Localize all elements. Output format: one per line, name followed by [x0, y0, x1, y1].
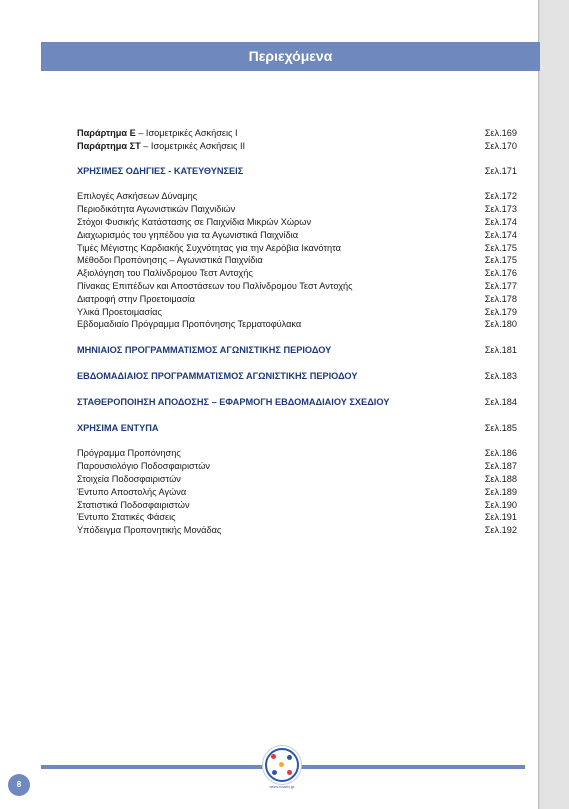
toc-entry-label: Στόχοι Φυσικής Κατάστασης σε Παιχνίδια Μικρών Χώρων [77, 216, 312, 227]
toc-page-ref: Σελ.183 [484, 370, 517, 381]
club-logo [262, 745, 302, 785]
toc-page-ref: Σελ.190 [484, 499, 517, 510]
toc-entry [77, 460, 517, 473]
toc-page-ref: Σελ.175 [484, 242, 517, 253]
toc-section-stabilization [77, 396, 517, 409]
toc-page-ref: Σελ.187 [484, 461, 517, 472]
toc-page-ref: Σελ.170 [484, 140, 517, 151]
toc-entry-label: Στατιστικά Ποδοσφαιριστών [77, 499, 190, 510]
toc-entry-label: Έντυπο Αποστολής Αγώνα [77, 486, 187, 497]
toc-page-ref: Σελ.171 [484, 165, 517, 176]
toc-entry [77, 293, 517, 306]
toc-entry [77, 524, 517, 537]
toc-entry-label: Περιοδικότητα Αγωνιστικών Παιχνιδιών [77, 204, 236, 215]
toc-section-weekly [77, 370, 517, 383]
guides-list [77, 190, 517, 331]
toc-entry [77, 280, 517, 293]
toc-entry [77, 447, 517, 460]
toc-section-guides [77, 165, 517, 178]
toc-entry-label: Μέθοδοι Προπόνησης – Αγωνιστικά Παιχνίδια [77, 255, 263, 266]
toc-entry-label: Έντυπο Στατικές Φάσεις [77, 512, 176, 523]
toc-entry-label: Διαχωρισμός του γηπέδου για τα Αγωνιστικά Παιχνίδια [77, 229, 299, 240]
toc-section-title: ΜΗΝΙΑΙΟΣ ΠΡΟΓΡΑΜΜΑΤΙΣΜΟΣ ΑΓΩΝΙΣΤΙΚΗΣ ΠΕΡΙΟΔΟΥ [77, 345, 332, 356]
toc-entry-appendix-st [77, 140, 517, 153]
toc-page-ref: Σελ.184 [484, 396, 517, 407]
toc-page-ref: Σελ.172 [484, 191, 517, 202]
toc-page-ref: Σελ.189 [484, 486, 517, 497]
toc-page-ref: Σελ.176 [484, 268, 517, 279]
logo-caption: www.coach.gr [269, 784, 295, 789]
toc-page-ref: Σελ.178 [484, 293, 517, 304]
toc-page-ref: Σελ.185 [484, 422, 517, 433]
toc-section-title: ΧΡΗΣΙΜΕΣ ΟΔΗΓΙΕΣ - ΚΑΤΕΥΘΥΝΣΕΙΣ [77, 165, 244, 176]
toc-page-ref: Σελ.180 [484, 319, 517, 330]
toc-entry [77, 473, 517, 486]
viewer-scrollbar[interactable] [540, 0, 569, 809]
toc-entry [77, 203, 517, 216]
toc-page-ref: Σελ.177 [484, 280, 517, 291]
toc-entry-label: Παρουσιολόγιο Ποδοσφαιριστών [77, 461, 210, 472]
toc-section-title: ΧΡΗΣΙΜΑ ΕΝΤΥΠΑ [77, 422, 159, 433]
toc-entry-label: Πρόγραμμα Προπόνησης [77, 448, 181, 459]
toc-entry-appendix-e [77, 127, 517, 140]
toc-entry-label: – Ισομετρικές Ασκήσεις ΙΙ [140, 140, 246, 151]
toc-entry [77, 499, 517, 512]
toc-page-ref: Σελ.175 [484, 255, 517, 266]
forms-list [77, 447, 517, 537]
toc-entry [77, 267, 517, 280]
toc-page-ref: Σελ.179 [484, 306, 517, 317]
toc-page-ref: Σελ.174 [484, 216, 517, 227]
toc-entry-label: Επιλογές Ασκήσεων Δύναμης [77, 191, 198, 202]
toc-page-ref: Σελ.169 [484, 128, 517, 138]
toc-page-ref: Σελ.173 [484, 204, 517, 215]
toc-page-ref: Σελ.174 [484, 229, 517, 240]
contents-title: Περιεχόμενα [248, 48, 333, 64]
toc-entry [77, 306, 517, 319]
toc-entry [77, 486, 517, 499]
toc-page-ref: Σελ.186 [484, 448, 517, 459]
toc-entry-label: Τιμές Μέγιστης Καρδιακής Συχνότητας για την Αερόβια Ικανότητα [77, 242, 341, 253]
toc-entry-label: Εβδομαδιαίο Πρόγραμμα Προπόνησης Τερματοφύλακα [77, 319, 302, 330]
toc-page-ref: Σελ.181 [484, 345, 517, 356]
toc-entry-label: – Ισομετρικές Ασκήσεις Ι [135, 128, 238, 138]
toc-entry-label: Στοιχεία Ποδοσφαιριστών [77, 473, 181, 484]
toc-entry [77, 511, 517, 524]
toc-section-title: ΣΤΑΘΕΡΟΠΟΙΗΣΗ ΑΠΟΔΟΣΗΣ – ΕΦΑΡΜΟΓΗ ΕΒΔΟΜΑΔΙΑΙΟΥ ΣΧΕΔΙΟΥ [77, 396, 390, 407]
toc-entry [77, 229, 517, 242]
toc-entry [77, 318, 517, 331]
table-of-contents [77, 127, 517, 537]
toc-section-title: ΕΒΔΟΜΑΔΙΑΙΟΣ ΠΡΟΓΡΑΜΜΑΤΙΣΜΟΣ ΑΓΩΝΙΣΤΙΚΗΣ ΠΕΡΙΟΔΟΥ [77, 370, 358, 381]
toc-entry-label: Αξιολόγηση του Παλίνδρομου Τεστ Αντοχής [77, 268, 253, 279]
toc-page-ref: Σελ.188 [484, 473, 517, 484]
toc-page-ref: Σελ.191 [484, 512, 517, 523]
toc-entry-label: Υπόδειγμα Προπονητικής Μονάδας [77, 525, 222, 536]
toc-entry [77, 216, 517, 229]
toc-section-forms [77, 422, 517, 435]
toc-section-monthly [77, 344, 517, 357]
contents-header-bar [41, 42, 540, 71]
toc-entry-label: Διατροφή στην Προετοιμασία [77, 293, 195, 304]
toc-entry-label: Πίνακας Επιπέδων και Αποστάσεων του Παλίνδρομου Τεστ Αντοχής [77, 280, 353, 291]
toc-entry [77, 190, 517, 203]
page-number-badge: 8 [8, 774, 30, 796]
toc-entry [77, 242, 517, 255]
toc-page-ref: Σελ.192 [484, 525, 517, 536]
toc-entry-label: Υλικά Προετοιμασίας [77, 306, 162, 317]
toc-entry [77, 254, 517, 267]
toc-entry-label-bold: Παράρτημα ΣΤ [77, 140, 141, 151]
toc-entry-label-bold: Παράρτημα Ε [77, 128, 136, 138]
